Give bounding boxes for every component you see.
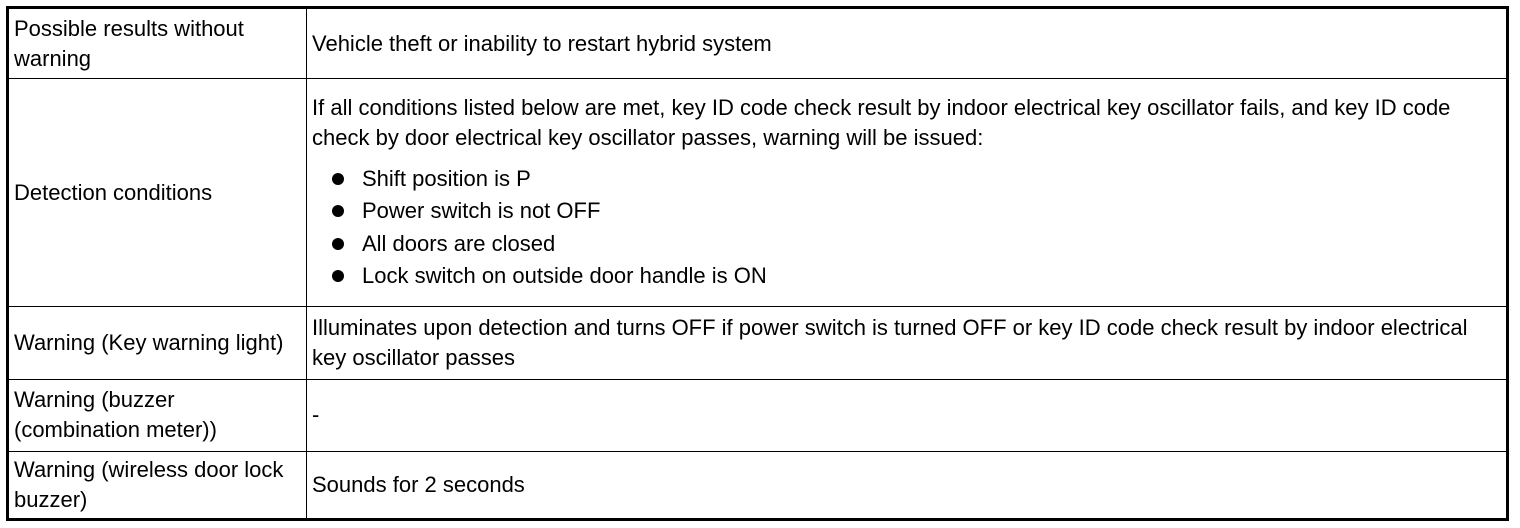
row-label-detection-conditions: Detection conditions xyxy=(8,79,307,307)
condition-text: All doors are closed xyxy=(362,230,556,256)
row-value-key-warning-light: Illuminates upon detection and turns OFF if power switch is turned OFF or key ID code check result by indoor electrical key oscillator passes xyxy=(307,307,1508,379)
row-label-possible-results: Possible results without warning xyxy=(8,8,307,79)
row-value-detection-conditions xyxy=(307,79,1508,307)
row-value-buzzer-combination-meter: - xyxy=(307,379,1508,451)
row-label-buzzer-combination-meter: Warning (buzzer (combination meter)) xyxy=(8,379,307,451)
condition-text: Lock switch on outside door handle is ON xyxy=(362,263,767,289)
bullet-icon xyxy=(332,270,344,282)
list-item xyxy=(332,195,1486,228)
row-value-wireless-door-lock-buzzer: Sounds for 2 seconds xyxy=(307,451,1508,519)
list-item xyxy=(332,260,1486,293)
table-row xyxy=(8,8,1508,79)
detection-intro-text: If all conditions listed below are met, key ID code check result by indoor electrical key oscillator fails, and key ID code check by door electrical key oscillator passes, warning will be issued: xyxy=(312,94,1451,150)
table-row xyxy=(8,379,1508,451)
table-row xyxy=(8,79,1508,307)
list-item xyxy=(332,228,1486,261)
bullet-icon xyxy=(332,238,344,250)
bullet-icon xyxy=(332,173,344,185)
condition-text: Power switch is not OFF xyxy=(362,198,601,224)
detection-conditions-list xyxy=(312,163,1486,293)
condition-text: Shift position is P xyxy=(362,165,531,191)
table-row xyxy=(8,307,1508,379)
row-label-wireless-door-lock-buzzer: Warning (wireless door lock buzzer) xyxy=(8,451,307,519)
warning-spec-table xyxy=(6,6,1509,521)
list-item xyxy=(332,163,1486,196)
row-value-possible-results: Vehicle theft or inability to restart hybrid system xyxy=(307,8,1508,79)
row-label-key-warning-light: Warning (Key warning light) xyxy=(8,307,307,379)
table-row xyxy=(8,451,1508,519)
bullet-icon xyxy=(332,205,344,217)
